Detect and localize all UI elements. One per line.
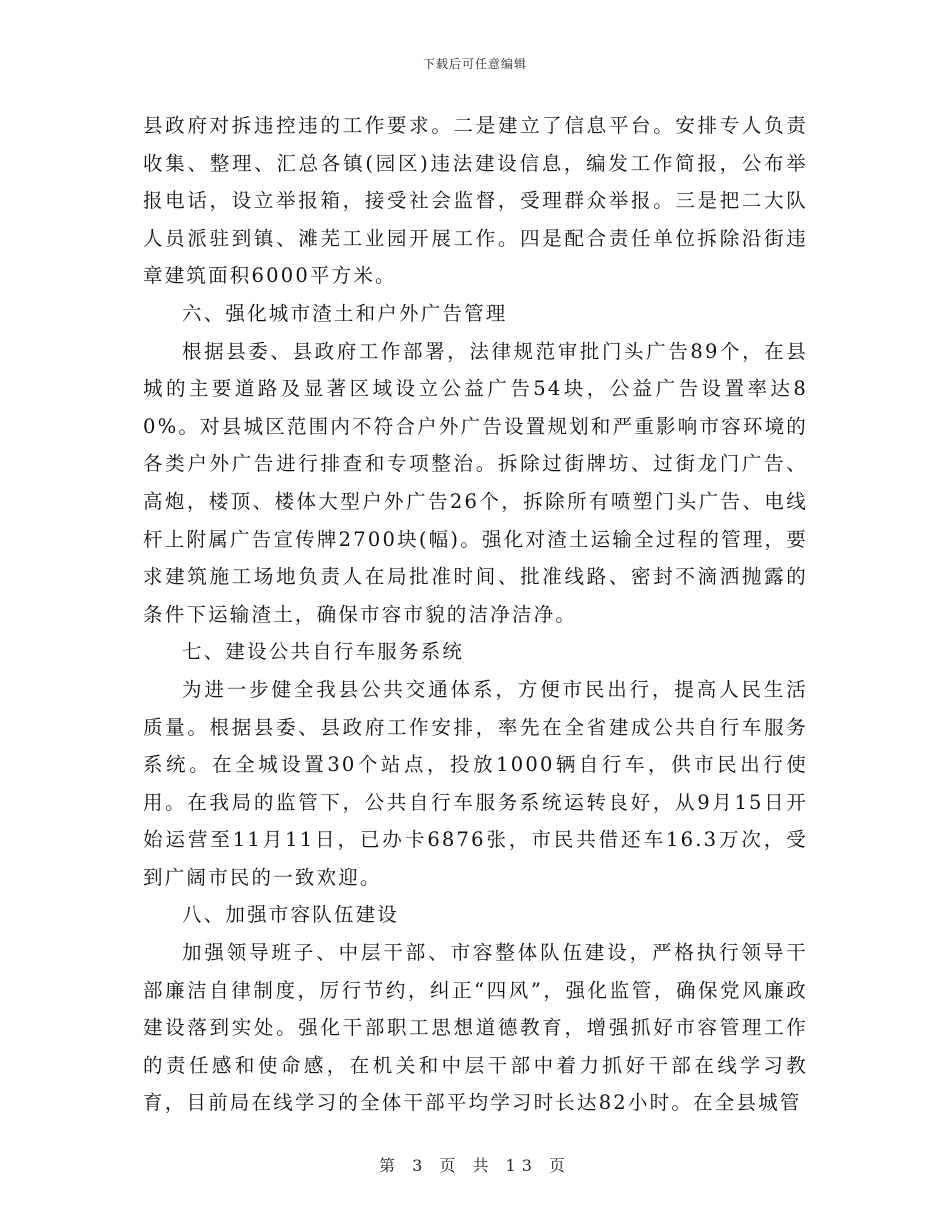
section-heading-8: 八、加强市容队伍建设 [182, 903, 400, 927]
page-header: 下载后可任意编辑 [422, 57, 527, 71]
section-heading-6: 六、强化城市渣土和户外广告管理 [182, 301, 508, 325]
page-footer: 第 3 页 共 13 页 [379, 1156, 571, 1175]
section-heading-7: 七、建设公共自行车服务系统 [182, 640, 465, 664]
document-body [143, 107, 808, 1122]
paragraph-continued: 县政府对拆违控违的工作要求。二是建立了信息平台。安排专人负责收集、整理、汇总各镇(园区)违法建设信息，编发工作简报，公布举报电话，设立举报箱，接受社会监督，受理群众举报。三是把二大队人员派驻到镇、滩芜工业园开展工作。四是配合责任单位拆除沿街违章建筑面积6000平方米。 [143, 114, 808, 288]
paragraph-team: 加强领导班子、中层干部、市容整体队伍建设，严格执行领导干部廉洁自律制度，厉行节约，纠正“四风”，强化监管，确保党风廉政建设落到实处。强化干部职工思想道德教育，增强抓好市容管理工作的责任感和使命感，在机关和中层干部中着力抓好干部在线学习教育，目前局在线学习的全体干部平均学习时长达82小时。在全县城管 [143, 941, 808, 1115]
paragraph-bicycle: 为进一步健全我县公共交通体系，方便市民出行，提高人民生活质量。根据县委、县政府工作安排，率先在全省建成公共自行车服务系统。在全城设置30个站点，投放1000辆自行车，供市民出行使用。在我局的监管下，公共自行车服务系统运转良好，从9月15日开始运营至11月11日，已办卡6876张，市民共借还车16.3万次，受到广阔市民的一致欢迎。 [143, 677, 808, 889]
paragraph-advertising: 根据县委、县政府工作部署，法律规范审批门头广告89个，在县城的主要道路及显著区域设立公益广告54块，公益广告设置率达80%。对县城区范围内不符合户外广告设置规划和严重影响市容环境的各类户外广告进行排查和专项整治。拆除过街牌坊、过街龙门广告、高炮，楼顶、楼体大型户外广告26个，拆除所有喷塑门头广告、电线杆上附属广告宣传牌2700块(幅)。强化对渣土运输全过程的管理，要求建筑施工场地负责人在局批准时间、批准线路、密封不滴洒抛露的条件下运输渣土，确保市容市貌的洁净洁净。 [143, 339, 808, 626]
